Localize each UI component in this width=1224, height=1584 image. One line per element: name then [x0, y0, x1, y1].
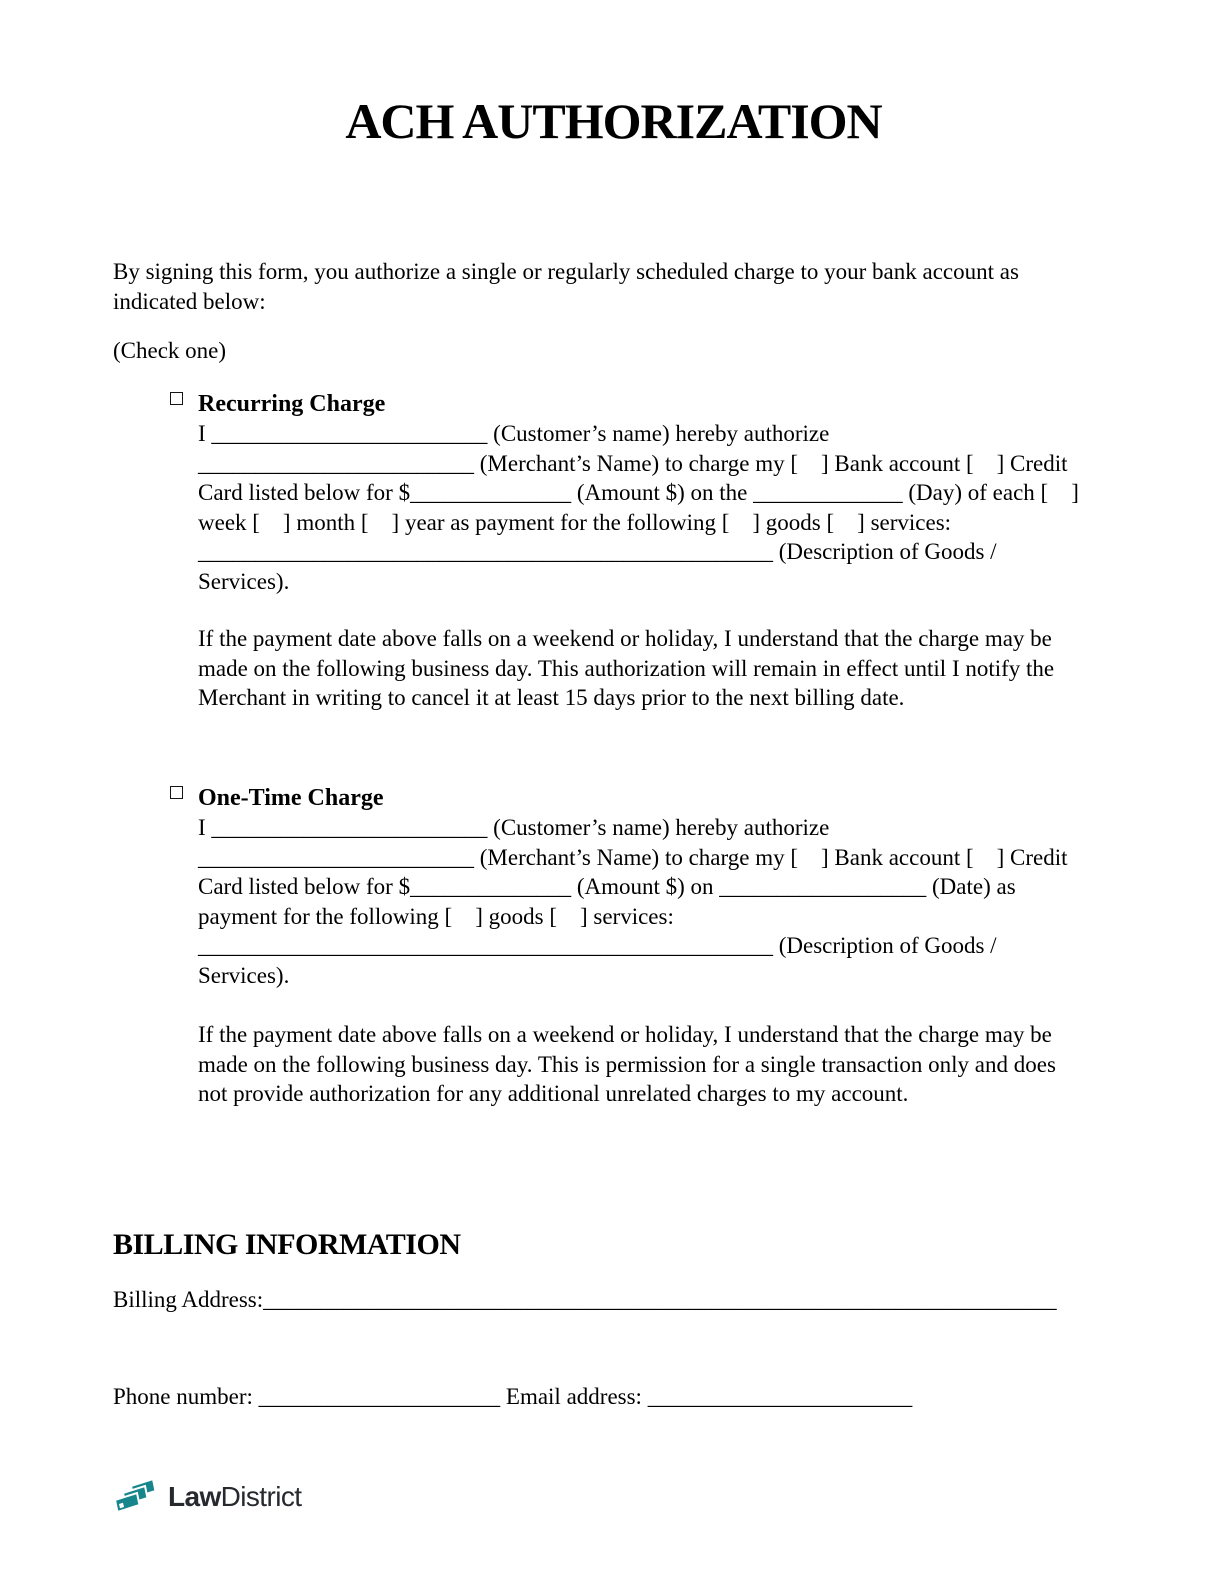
- billing-address-line: Billing Address:_____________________________________________________________________: [113, 1286, 1057, 1312]
- billing-information-heading: BILLING INFORMATION: [113, 1227, 461, 1261]
- text-line: I ________________________ (Customer’s name) hereby authorize: [198, 815, 830, 840]
- one-time-charge-checkbox[interactable]: [170, 786, 183, 799]
- intro-paragraph: [113, 257, 1114, 316]
- text-line: If the payment date above falls on a weekend or holiday, I understand that the charge may be: [198, 1022, 1052, 1047]
- text-line: Merchant in writing to cancel it at least 15 days prior to the next billing date.: [198, 685, 905, 710]
- one-time-charge-body: [198, 813, 1114, 990]
- lawdistrict-logo: [113, 1478, 1114, 1516]
- text-line: Services).: [198, 962, 290, 988]
- text-line: Card listed below for $______________ (Amount $) on __________________ (Date) as: [198, 874, 1016, 899]
- one-time-charge-note: [198, 1020, 1114, 1109]
- one-time-charge-label: One-Time Charge: [198, 784, 384, 811]
- text-line: __________________________________________________ (Description of Goods /: [198, 539, 997, 564]
- text-line: __________________________________________________ (Description of Goods /: [198, 933, 997, 958]
- one-time-charge-option: [170, 784, 1114, 1109]
- recurring-charge-label: Recurring Charge: [198, 390, 386, 417]
- text-line: ________________________ (Merchant’s Name) to charge my [ ] Bank account [ ] Credit: [198, 844, 1068, 870]
- recurring-charge-checkbox[interactable]: [170, 392, 183, 405]
- text-line: week [ ] month [ ] year as payment for the following [ ] goods [ ] services:: [198, 509, 952, 535]
- text-line: Card listed below for $______________ (Amount $) on the _____________ (Day) of each [ ]: [198, 480, 1079, 505]
- text-line: payment for the following [ ] goods [ ] services:: [198, 903, 674, 929]
- phone-email-line: Phone number: _____________________ Email address: _______________________: [113, 1384, 913, 1409]
- text-line: Services).: [198, 568, 290, 594]
- text-line: ________________________ (Merchant’s Name) to charge my [ ] Bank account [ ] Credit: [198, 450, 1068, 476]
- text-line: I ________________________ (Customer’s name) hereby authorize: [198, 421, 830, 446]
- text-line: indicated below:: [113, 288, 266, 314]
- logo-law-text: Law: [168, 1480, 221, 1512]
- text-line: If the payment date above falls on a weekend or holiday, I understand that the charge may be: [198, 626, 1052, 651]
- recurring-charge-option: [170, 390, 1114, 713]
- page-title: ACH AUTHORIZATION: [345, 93, 882, 149]
- text-line: made on the following business day. This is permission for a single transaction only and does: [198, 1051, 1056, 1077]
- logo-text: [168, 1478, 301, 1516]
- recurring-charge-body: [198, 419, 1114, 596]
- logo-district-text: District: [220, 1480, 302, 1512]
- one-time-charge-heading: [170, 784, 1114, 814]
- recurring-charge-heading: [170, 390, 1114, 420]
- stacked-cards-icon: [113, 1478, 159, 1516]
- text-line: made on the following business day. This authorization will remain in effect until I notify the: [198, 655, 1055, 681]
- text-line: By signing this form, you authorize a single or regularly scheduled charge to your bank account as: [113, 259, 1019, 284]
- recurring-charge-note: [198, 624, 1114, 713]
- text-line: not provide authorization for any additional unrelated charges to my account.: [198, 1081, 909, 1106]
- check-one-label: (Check one): [113, 338, 227, 363]
